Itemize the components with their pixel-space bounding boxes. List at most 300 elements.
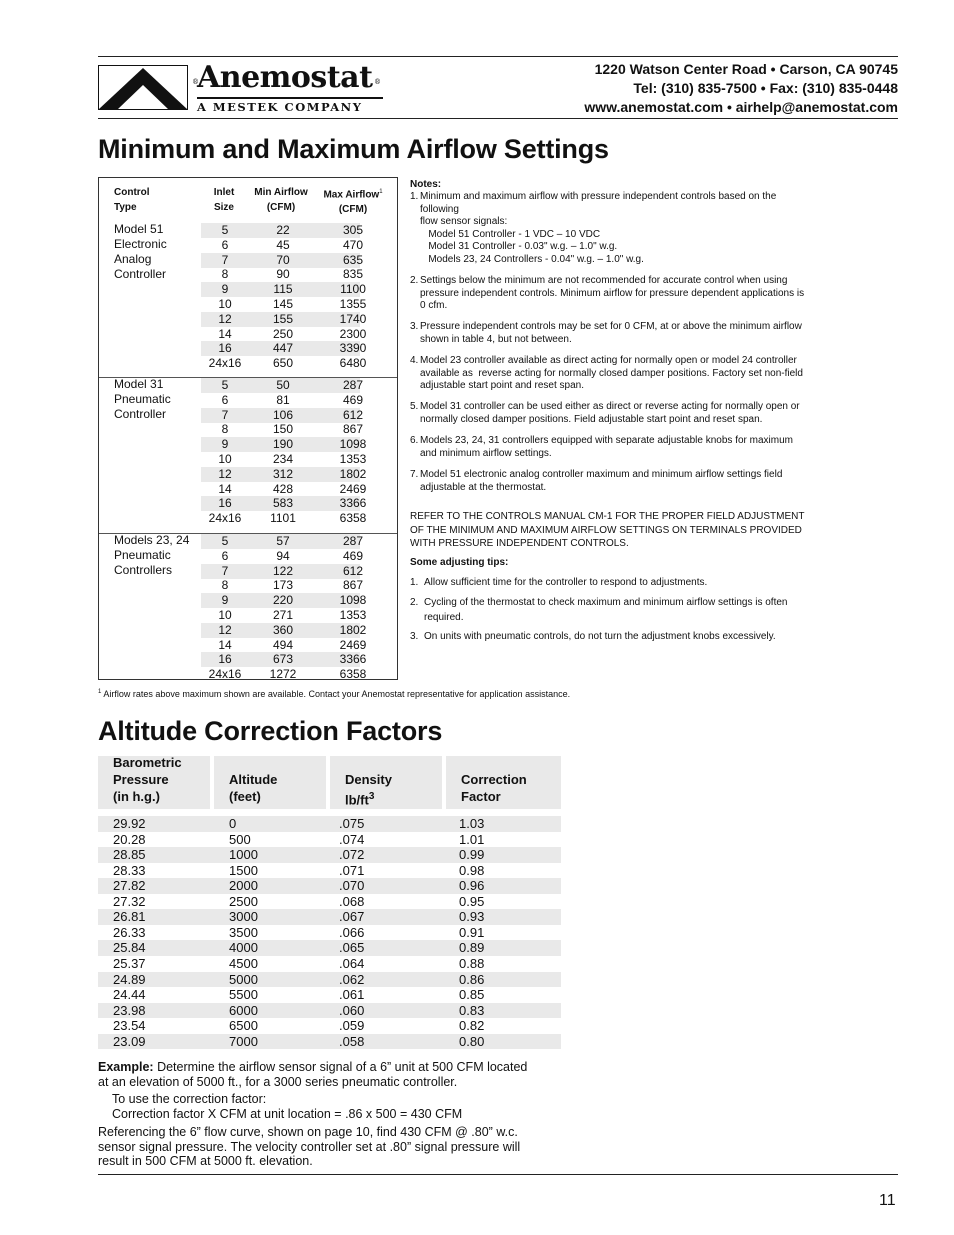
density-cell: .068 (339, 893, 365, 909)
header-address: 1220 Watson Center Road • Carson, CA 90745 (594, 61, 898, 77)
altitude-cell: 3500 (229, 924, 258, 940)
note-line: Model 23 controller available as direct acting for normally open or model 24 controller (420, 355, 797, 366)
table-row (98, 847, 561, 863)
header-line: Altitude (229, 772, 278, 787)
inlet-size-cell: 6 (221, 237, 229, 252)
table-row (98, 987, 561, 1003)
note-number: 5. (410, 401, 419, 412)
inlet-size-cell: 9 (221, 437, 229, 452)
label-line: Pneumatic (114, 548, 171, 562)
table-row (201, 437, 367, 452)
density-cell: .061 (339, 987, 365, 1003)
altitude-cell: 2500 (229, 893, 258, 909)
table-row (201, 466, 367, 482)
airflow-col-header-control-type (114, 185, 194, 215)
refer-line: OF THE MINIMUM AND MAXIMUM AIRFLOW SETTINGS ON TERMINALS PROVIDED (410, 524, 802, 536)
refer-line: WITH PRESSURE INDEPENDENT CONTROLS. (410, 538, 629, 549)
min-airflow-cell: 447 (272, 341, 294, 356)
inlet-size-cell: 24x16 (208, 667, 242, 682)
table-row (98, 863, 561, 879)
inlet-size-cell: 9 (221, 593, 229, 608)
altitude-cell: 0 (229, 816, 237, 831)
header-line: Min Airflow (254, 187, 308, 198)
header-line: (CFM) (338, 204, 368, 216)
table-row (201, 593, 367, 608)
note-number: 6. (410, 435, 419, 446)
header-line: Factor (461, 789, 501, 804)
label-line: Controller (114, 267, 167, 281)
controller-type-label (114, 222, 167, 282)
table-row (201, 311, 367, 327)
table-row (98, 1003, 561, 1019)
table-row (201, 341, 367, 356)
min-airflow-cell: 150 (272, 422, 294, 437)
note-line: adjustable start point and reset span. (420, 380, 584, 391)
label-line: Model 31 (114, 377, 164, 391)
min-airflow-cell: 106 (272, 407, 294, 422)
header-line: Type (114, 202, 137, 213)
inlet-size-cell: 5 (221, 378, 229, 392)
airflow-settings-table (98, 177, 398, 680)
max-airflow-cell: 1098 (339, 437, 367, 452)
controller-type-label (114, 533, 189, 578)
table-row (201, 511, 367, 526)
correction-cell: 0.82 (459, 1018, 485, 1034)
inlet-size-cell: 8 (221, 578, 229, 593)
correction-cell: 0.99 (459, 847, 485, 863)
table-row (98, 940, 561, 956)
table-row (201, 407, 364, 423)
header-text (345, 771, 392, 808)
table-row (98, 925, 561, 941)
max-airflow-cell: 470 (342, 237, 364, 252)
pressure-cell: 25.37 (113, 955, 146, 971)
min-airflow-cell: 583 (272, 496, 294, 511)
max-airflow-cell: 1353 (339, 608, 367, 622)
min-airflow-cell: 650 (272, 356, 294, 371)
pressure-cell: 25.84 (113, 940, 146, 956)
min-airflow-cell: 360 (272, 622, 294, 637)
header-line: (CFM) (266, 202, 296, 213)
header-line: Size (213, 202, 234, 213)
table-row (201, 622, 367, 638)
note-line: Models 23, 24 Controllers - 0.04" w.g. – 1.0" w.g. (420, 253, 644, 265)
note-line: available as reverse acting for normally closed damper positions. Factory set non-field (420, 367, 803, 379)
max-airflow-cell: 1802 (339, 466, 367, 481)
inlet-size-cell: 12 (218, 622, 232, 637)
tip-line: Cycling of the thermostat to check maximum and minimum airflow settings is often (424, 597, 788, 608)
density-header (330, 756, 442, 809)
density-cell: .072 (339, 847, 365, 863)
max-airflow-cell: 835 (342, 267, 364, 282)
max-airflow-cell: 287 (342, 378, 364, 392)
note-text (420, 191, 845, 266)
note-text (420, 401, 845, 426)
altitude-cell: 6500 (229, 1018, 258, 1034)
min-airflow-cell: 1272 (269, 667, 297, 682)
table-row (201, 356, 367, 371)
note-line: normally closed damper positions. Field adjustable start point and reset span. (420, 413, 763, 425)
note-text (420, 275, 845, 313)
min-airflow-cell: 312 (272, 466, 294, 481)
note-text (420, 321, 845, 346)
min-airflow-cell: 45 (276, 237, 290, 252)
inlet-size-cell: 12 (218, 311, 232, 326)
inlet-size-cell: 14 (218, 481, 232, 496)
header-line: Pressure (113, 772, 169, 787)
min-airflow-cell: 673 (272, 652, 294, 667)
note-number: 4. (410, 355, 419, 366)
tip-line: required. (424, 611, 464, 623)
min-airflow-cell: 190 (272, 437, 294, 452)
tip-text (424, 630, 849, 645)
max-airflow-cell: 3366 (339, 652, 367, 667)
max-airflow-cell: 2469 (339, 637, 367, 652)
table-row (201, 237, 364, 253)
max-airflow-cell: 469 (342, 548, 364, 563)
tip-line: On units with pneumatic controls, do not turn the adjustment knobs excessively. (424, 631, 776, 642)
header-line: Density (345, 772, 392, 787)
correction-cell: 0.89 (459, 940, 485, 956)
inlet-size-cell: 10 (218, 452, 232, 466)
correction-use-paragraph: To use the correction factor: Correction factor X CFM at unit location = .86 x 500 = 430 CFM (112, 1092, 463, 1121)
inlet-size-cell: 16 (218, 652, 232, 667)
correction-cell: 0.91 (459, 924, 485, 940)
table-row (201, 297, 367, 312)
min-airflow-cell: 250 (272, 326, 294, 341)
page-number: 11 (879, 1192, 896, 1209)
note-line: Model 31 controller can be used either as direct or reverse acting for normally open or (420, 401, 800, 412)
table-row (201, 578, 364, 593)
header-line: Correction (461, 772, 527, 787)
correction-cell: 1.03 (459, 816, 485, 831)
altitude-cell: 500 (229, 831, 251, 847)
superscript: 3 (368, 791, 375, 802)
header-text (461, 771, 527, 805)
table-row (201, 267, 364, 282)
density-cell: .062 (339, 971, 365, 987)
airflow-col-header-inlet (199, 185, 249, 215)
pressure-cell: 23.54 (113, 1018, 146, 1034)
max-airflow-cell: 1353 (339, 452, 367, 466)
max-airflow-cell: 6480 (339, 356, 367, 371)
table-row (201, 252, 364, 268)
inlet-size-cell: 8 (221, 422, 229, 437)
label-line: Models 23, 24 (114, 533, 190, 547)
max-airflow-cell: 6358 (339, 511, 367, 526)
table-row (98, 1018, 561, 1034)
brand-name: ® Anemostat ® (192, 60, 381, 95)
header-text (229, 771, 277, 805)
min-airflow-cell: 122 (272, 563, 294, 578)
table-row (201, 452, 367, 467)
note-line: adjustable at the thermostat. (420, 481, 547, 493)
max-airflow-cell: 1100 (340, 282, 366, 297)
min-airflow-cell: 70 (276, 252, 290, 267)
density-cell: .075 (339, 816, 365, 831)
table-row (201, 534, 364, 549)
inlet-size-cell: 7 (221, 563, 229, 578)
max-airflow-cell: 305 (342, 223, 364, 237)
header-line: lb/ft (345, 792, 369, 808)
density-cell: .067 (339, 909, 365, 925)
table-row (98, 1034, 561, 1050)
altitude-cell: 7000 (229, 1033, 258, 1049)
note-line: following (420, 203, 459, 215)
tip-text (424, 576, 849, 591)
correction-cell: 0.83 (459, 1002, 485, 1018)
inlet-size-cell: 24x16 (208, 356, 242, 371)
inlet-size-cell: 16 (218, 496, 232, 511)
pressure-cell: 27.32 (113, 893, 146, 909)
correction-cell: 0.93 (459, 909, 485, 925)
max-airflow-cell: 287 (342, 534, 364, 548)
table-row (201, 608, 367, 623)
header-line: Control (114, 187, 150, 198)
pressure-cell: 27.82 (113, 878, 146, 894)
header-line: Barometric (113, 755, 182, 770)
altitude-section-title: Altitude Correction Factors (98, 716, 443, 746)
correction-cell: 0.85 (459, 987, 485, 1003)
density-cell: .065 (339, 940, 365, 956)
table-row (98, 894, 561, 910)
correction-cell: 0.96 (459, 878, 485, 894)
note-number: 3. (410, 321, 419, 332)
note-text (420, 355, 845, 393)
density-cell: .074 (339, 831, 365, 847)
header-line: (in h.g.) (113, 789, 160, 804)
label-line: Model 51 (114, 222, 164, 236)
table-row (201, 496, 367, 511)
barometric-pressure-header (98, 756, 210, 809)
correction-cell: 0.95 (459, 893, 485, 909)
note-text (420, 469, 845, 494)
min-airflow-cell: 1101 (270, 511, 296, 526)
max-airflow-cell: 612 (342, 407, 364, 422)
label-line: Pneumatic (114, 392, 171, 406)
note-line: and minimum airflow settings. (420, 447, 552, 459)
correction-cell: 0.88 (459, 955, 485, 971)
table-row (98, 832, 561, 848)
min-airflow-cell: 22 (276, 223, 290, 237)
controller-type-label (114, 377, 171, 422)
inlet-size-cell: 16 (218, 341, 232, 356)
pressure-cell: 28.85 (113, 847, 146, 863)
note-line: Settings below the minimum are not recommended for accurate control when using (420, 275, 788, 286)
min-airflow-cell: 220 (272, 593, 294, 608)
density-cell: .059 (339, 1018, 365, 1034)
density-cell: .060 (339, 1002, 365, 1018)
min-airflow-cell: 173 (272, 578, 294, 593)
header-bottom-rule (98, 118, 898, 119)
correction-cell: 0.80 (459, 1033, 485, 1049)
table-row (201, 481, 367, 497)
inlet-size-cell: 10 (218, 608, 232, 622)
airflow-col-header-min (245, 185, 317, 215)
max-airflow-cell: 612 (342, 563, 364, 578)
pressure-cell: 20.28 (113, 831, 146, 847)
note-number: 1. (410, 191, 419, 202)
tip-number: 3. (410, 631, 419, 642)
density-cell: .064 (339, 955, 365, 971)
min-airflow-cell: 50 (276, 378, 290, 392)
max-airflow-cell: 2469 (339, 481, 367, 496)
min-airflow-cell: 81 (276, 392, 290, 407)
min-airflow-cell: 494 (272, 637, 294, 652)
label-line: Controller (114, 407, 167, 421)
table-row (98, 878, 561, 894)
note-line: shown in table 4, but not between. (420, 333, 572, 345)
table-row (98, 972, 561, 988)
pressure-cell: 29.92 (113, 816, 146, 831)
tips-heading: Some adjusting tips: (410, 557, 509, 568)
note-line: pressure independent controls. Minimum airflow for pressure dependent applications is (420, 287, 805, 299)
tip-line: Allow sufficient time for the controller to respond to adjustments. (424, 577, 708, 588)
table-row (98, 956, 561, 972)
note-number: 7. (410, 469, 419, 480)
footnote-marker: 1 (379, 189, 383, 195)
airflow-col-header-max (315, 185, 391, 217)
pressure-cell: 23.09 (113, 1033, 146, 1049)
inlet-size-cell: 5 (221, 223, 229, 237)
inlet-size-cell: 6 (221, 392, 229, 407)
inlet-size-cell: 5 (221, 534, 229, 548)
max-airflow-cell: 867 (342, 422, 364, 437)
min-airflow-cell: 145 (272, 297, 294, 311)
density-cell: .058 (339, 1033, 365, 1049)
notes-heading: Notes: (410, 179, 442, 190)
airflow-footnote: $^1$ Airflow rates above maximum shown are available. Contact your Anemostat representative for application assistance. (98, 689, 571, 699)
max-airflow-cell: 3390 (339, 341, 367, 356)
table-row (98, 909, 561, 925)
tip-text (424, 596, 849, 625)
inlet-size-cell: 10 (218, 297, 232, 311)
inlet-size-cell: 14 (218, 637, 232, 652)
table-row (201, 667, 367, 682)
table-row (201, 637, 367, 653)
inlet-size-cell: 7 (221, 252, 229, 267)
altitude-cell: 4000 (229, 940, 258, 956)
note-number: 2. (410, 275, 419, 286)
note-line: Model 51 Controller - 1 VDC – 10 VDC (420, 228, 601, 240)
footer-rule (98, 1174, 898, 1175)
table-row (201, 563, 364, 579)
altitude-cell: 5500 (229, 987, 258, 1003)
correction-cell: 0.86 (459, 971, 485, 987)
inlet-size-cell: 6 (221, 548, 229, 563)
min-airflow-cell: 94 (276, 548, 290, 563)
min-airflow-cell: 90 (276, 267, 290, 282)
correction-cell: 0.98 (459, 862, 485, 878)
note-line: Minimum and maximum airflow with pressure independent controls based on the (420, 191, 777, 202)
header-line: Inlet (213, 187, 235, 198)
example-paragraph: Example: Determine the airflow sensor signal of a 6” unit at 500 CFM located at an elevation of 5000 ft., for a 3000 series pneumatic controller. (98, 1060, 528, 1089)
density-cell: .071 (339, 862, 365, 878)
inlet-size-cell: 8 (221, 267, 229, 282)
altitude-header (214, 756, 326, 809)
pressure-cell: 24.44 (113, 987, 146, 1003)
note-text (420, 435, 845, 460)
label-line: Electronic (114, 237, 167, 251)
header-line: (feet) (229, 789, 261, 804)
table-row (201, 392, 364, 408)
note-line: Models 23, 24, 31 controllers equipped with separate adjustable knobs for maximum (420, 435, 793, 446)
header-web: www.anemostat.com • airhelp@anemostat.com (584, 99, 898, 115)
correction-factor-header (446, 756, 561, 809)
refer-to-manual-text (410, 510, 850, 551)
table-row (201, 548, 364, 564)
inlet-size-cell: 24x16 (208, 511, 242, 526)
max-airflow-cell: 1355 (339, 297, 367, 311)
altitude-cell: 1000 (229, 847, 258, 863)
table-row (98, 816, 561, 832)
min-airflow-cell: 57 (276, 534, 290, 548)
table-row (201, 378, 364, 393)
pressure-cell: 23.98 (113, 1002, 146, 1018)
header-line: Max Airflow (323, 189, 380, 201)
inlet-size-cell: 14 (218, 326, 232, 341)
tip-number: 1. (410, 577, 419, 588)
altitude-cell: 6000 (229, 1002, 258, 1018)
altitude-cell: 2000 (229, 878, 258, 894)
note-line: 0 cfm. (420, 300, 448, 311)
inlet-size-cell: 9 (221, 282, 229, 297)
airflow-section-title: Minimum and Maximum Airflow Settings (98, 134, 609, 164)
min-airflow-cell: 155 (272, 311, 294, 326)
max-airflow-cell: 1740 (339, 311, 367, 326)
pressure-cell: 26.81 (113, 909, 146, 925)
pressure-cell: 28.33 (113, 862, 146, 878)
max-airflow-cell: 469 (342, 392, 364, 407)
max-airflow-cell: 635 (342, 252, 364, 267)
label-line: Analog (114, 252, 152, 266)
table-row (201, 326, 367, 342)
max-airflow-cell: 6358 (339, 667, 367, 682)
brand-underline (197, 97, 383, 99)
header-text (113, 754, 182, 805)
tip-number: 2. (410, 597, 419, 608)
altitude-cell: 1500 (229, 862, 258, 878)
header-phone: Tel: (310) 835-7500 • Fax: (310) 835-0448 (633, 80, 898, 96)
table-row (201, 223, 364, 238)
note-line: Model 31 Controller - 0.03" w.g. – 1.0" w.g. (420, 241, 618, 252)
density-cell: .070 (339, 878, 365, 894)
inlet-size-cell: 7 (221, 407, 229, 422)
flow-curve-paragraph: Referencing the 6” flow curve, shown on page 10, find 430 CFM @ .80” w.c. sensor signal pressure. The velocity controller set at .80” signal pressure will result in 500 CFM at 5000 ft. elevation. (98, 1125, 521, 1168)
pressure-cell: 26.33 (113, 924, 146, 940)
density-cell: .066 (339, 924, 365, 940)
altitude-cell: 5000 (229, 971, 258, 987)
altitude-cell: 3000 (229, 909, 258, 925)
note-line: flow sensor signals: (420, 216, 508, 227)
min-airflow-cell: 115 (273, 282, 293, 297)
pressure-cell: 24.89 (113, 971, 146, 987)
correction-cell: 1.01 (459, 831, 485, 847)
brand-tagline: A MESTEK COMPANY (197, 100, 363, 114)
min-airflow-cell: 428 (272, 481, 294, 496)
table-row (201, 282, 366, 297)
max-airflow-cell: 1802 (339, 622, 367, 637)
refer-line: REFER TO THE CONTROLS MANUAL CM-1 FOR THE PROPER FIELD ADJUSTMENT (410, 511, 805, 522)
top-rule (98, 56, 898, 57)
max-airflow-cell: 867 (342, 578, 364, 593)
label-line: Controllers (114, 563, 173, 577)
max-airflow-cell: 3366 (339, 496, 367, 511)
note-line: Model 51 electronic analog controller maximum and minimum airflow settings field (420, 469, 783, 480)
max-airflow-cell: 1098 (339, 593, 367, 608)
table-row (201, 422, 364, 437)
min-airflow-cell: 271 (272, 608, 294, 622)
